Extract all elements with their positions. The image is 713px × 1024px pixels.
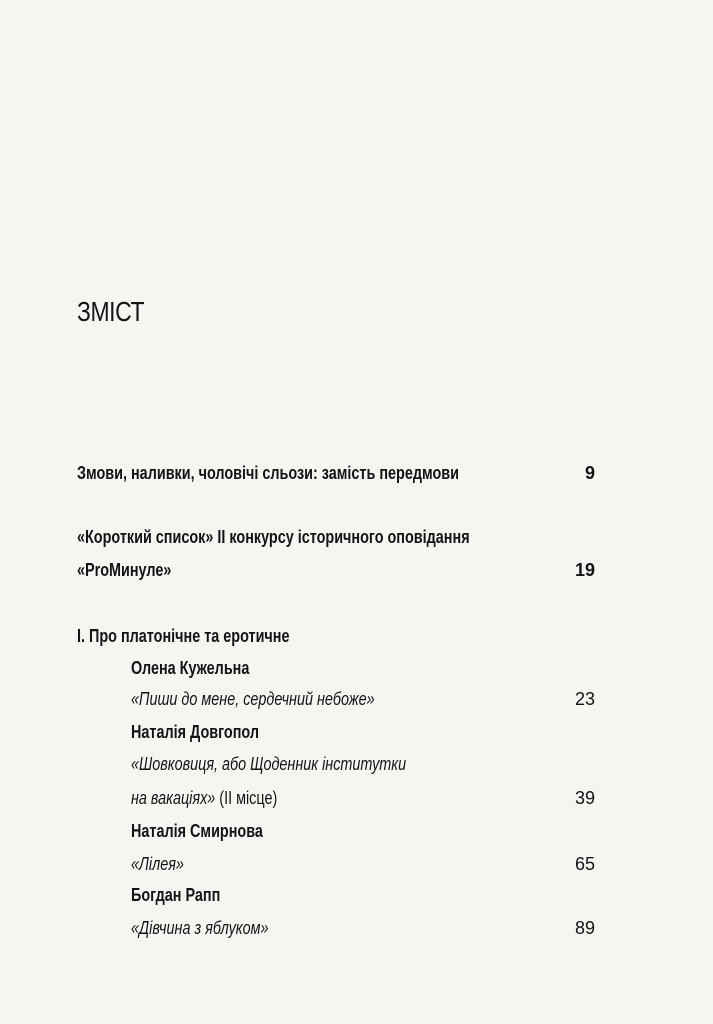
toc-entry[interactable]	[0, 916, 713, 944]
toc-author-row	[0, 720, 713, 748]
toc-entry-page: 39	[574, 788, 595, 808]
work-place-note: (ІІ місце)	[215, 788, 278, 808]
toc-entry-shortlist-cont[interactable]	[0, 558, 713, 586]
toc-entry-foreword[interactable]	[0, 461, 713, 489]
work-title: «Дівчина з яблуком»	[131, 918, 269, 938]
toc-entry-page: 89	[574, 918, 595, 938]
toc-entry-page: 65	[574, 854, 595, 874]
work-title: «Лілея»	[131, 854, 184, 874]
toc-entry-page: 9	[584, 463, 595, 483]
toc-entry-page: 19	[574, 560, 595, 580]
toc-entry-shortlist[interactable]	[0, 525, 713, 553]
toc-author-row	[0, 819, 713, 847]
toc-entry-cont[interactable]	[0, 786, 713, 814]
toc-section	[0, 624, 713, 652]
toc-entry[interactable]	[0, 852, 713, 880]
toc-author-row	[0, 883, 713, 911]
page-title: ЗМІСТ	[77, 296, 145, 327]
work-title-line1: «Шовковиця, або Щоденник інститутки	[131, 754, 407, 774]
author-name: Наталія Смирнова	[131, 821, 263, 841]
toc-entry[interactable]	[0, 752, 713, 780]
author-name: Наталія Довгопол	[131, 722, 259, 742]
toc-entry-title-line1: «Короткий список» ІІ конкурсу історичного оповідання	[77, 527, 470, 547]
toc-entry-page: 23	[574, 689, 595, 709]
toc-entry-title: Змови, наливки, чоловічі сльози: замість передмови	[77, 463, 459, 483]
work-title-line2-italic: на вакаціях»	[131, 788, 216, 808]
work-title-line2	[131, 786, 277, 810]
author-name: Олена Кужельна	[131, 658, 250, 678]
author-name: Богдан Рапп	[131, 885, 221, 905]
toc-entry[interactable]	[0, 687, 713, 715]
toc-author-row	[0, 656, 713, 684]
section-heading: І. Про платонічне та еротичне	[77, 626, 290, 646]
work-title: «Пиши до мене, сердечний небоже»	[131, 689, 375, 709]
toc-entry-title-line2: «ProМинуле»	[77, 560, 172, 580]
